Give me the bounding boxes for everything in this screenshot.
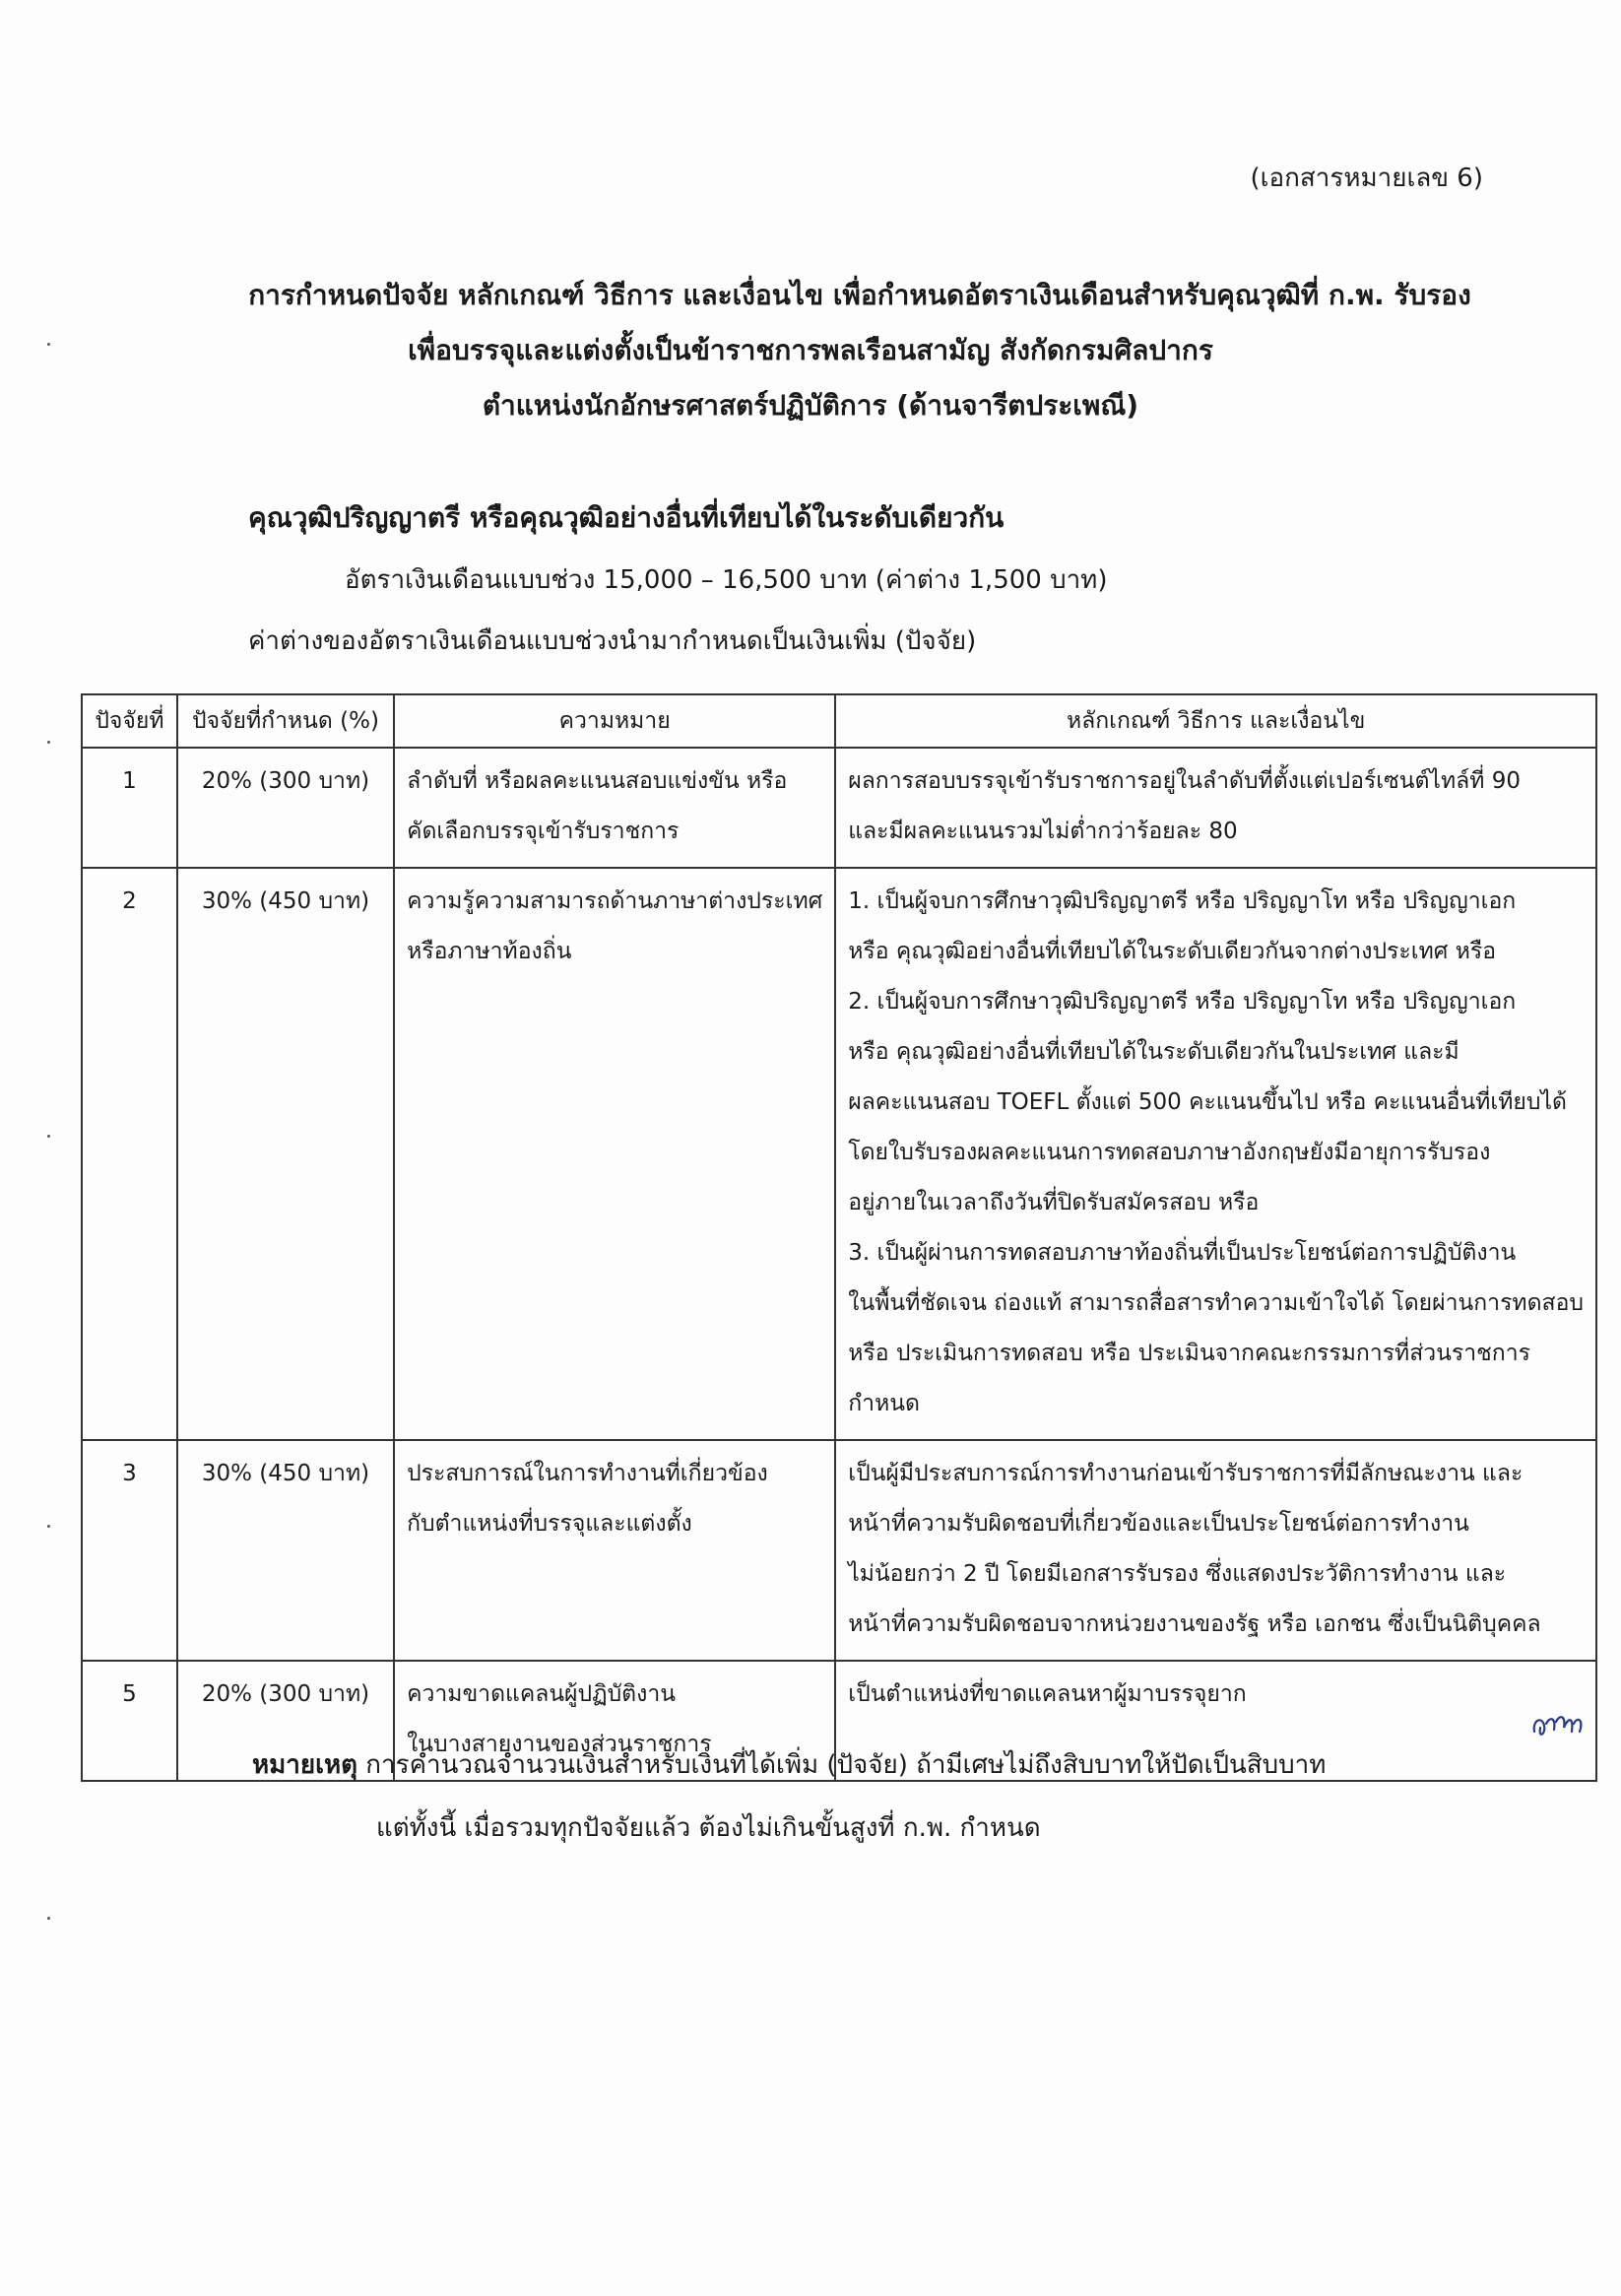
meaning-line: กับตำแหน่งที่บรรจุและแต่งตั้ง: [407, 1511, 692, 1537]
factor-number-cell: 1: [82, 748, 177, 868]
criteria-line: หรือ คุณวุฒิอย่างอื่นที่เทียบได้ในระดับเดียวกันในประเทศ และมี: [848, 1039, 1459, 1065]
meaning-cell: [394, 868, 835, 1440]
criteria-line: 3. เป็นผู้ผ่านการทดสอบภาษาท้องถิ่นที่เป็นประโยชน์ต่อการปฏิบัติงาน: [848, 1240, 1517, 1266]
margin-mark: [47, 741, 50, 744]
header-criteria: หลักเกณฑ์ วิธีการ และเงื่อนไข: [835, 694, 1596, 748]
criteria-cell: [835, 868, 1596, 1440]
criteria-line: ไม่น้อยกว่า 2 ปี โดยมีเอกสารรับรอง ซึ่งแสดงประวัติการทำงาน และ: [848, 1561, 1507, 1587]
criteria-line: ผลการสอบบรรจุเข้ารับราชการอยู่ในลำดับที่ตั้งแต่เปอร์เซนต์ไทล์ที่ 90: [848, 768, 1521, 794]
meaning-line: ประสบการณ์ในการทำงานที่เกี่ยวข้อง: [407, 1461, 768, 1486]
criteria-line: หรือ คุณวุฒิอย่างอื่นที่เทียบได้ในระดับเดียวกันจากต่างประเทศ หรือ: [848, 939, 1497, 964]
factor-amount-cell: 30% (450 บาท): [177, 868, 394, 1440]
criteria-line: ในพื้นที่ชัดเจน ถ่องแท้ สามารถสื่อสารทำความเข้าใจได้ โดยผ่านการทดสอบ: [848, 1290, 1584, 1316]
margin-mark: [47, 343, 50, 346]
remark-label: หมายเหตุ: [252, 1750, 358, 1780]
criteria-line: และมีผลคะแนนรวมไม่ต่ำกว่าร้อยละ 80: [848, 819, 1238, 844]
factor-number-cell: 2: [82, 868, 177, 1440]
title-line: การกำหนดปัจจัย หลักเกณฑ์ วิธีการ และเงื่อนไข เพื่อกำหนดอัตราเงินเดือนสำหรับคุณวุฒิที่ ก.พ. รับรอง: [248, 279, 1471, 311]
criteria-line: ผลคะแนนสอบ TOEFL ตั้งแต่ 500 คะแนนขึ้นไป หรือ คะแนนอื่นที่เทียบได้: [848, 1089, 1567, 1115]
table-row: [82, 748, 1596, 868]
factor-amount-cell: 30% (450 บาท): [177, 1440, 394, 1661]
table-row: [82, 868, 1596, 1440]
remark: [252, 1734, 1326, 1860]
document-number: (เอกสารหมายเลข 6): [1250, 164, 1483, 193]
remark-line-1: [252, 1734, 1326, 1797]
meaning-line: หรือภาษาท้องถิ่น: [407, 939, 572, 964]
meaning-cell: [394, 748, 835, 868]
criteria-line: หน้าที่ความรับผิดชอบที่เกี่ยวข้องและเป็นประโยชน์ต่อการทำงาน: [848, 1511, 1469, 1537]
criteria-line: อยู่ภายในเวลาถึงวันที่ปิดรับสมัครสอบ หรือ: [848, 1190, 1260, 1215]
meaning-line: ลำดับที่ หรือผลคะแนนสอบแข่งขัน หรือ: [407, 768, 788, 794]
table-row: [82, 1440, 1596, 1661]
criteria-line: หรือ ประเมินการทดสอบ หรือ ประเมินจากคณะกรรมการที่ส่วนราชการ: [848, 1341, 1530, 1366]
factor-amount-cell: 20% (300 บาท): [177, 748, 394, 868]
difference-note: ค่าต่างของอัตราเงินเดือนแบบช่วงนำมากำหนดเป็นเงินเพิ่ม (ปัจจัย): [248, 626, 977, 656]
factor-amount-cell: 20% (300 บาท): [177, 1661, 394, 1781]
criteria-line: เป็นผู้มีประสบการณ์การทำงานก่อนเข้ารับราชการที่มีลักษณะงาน และ: [848, 1461, 1524, 1486]
title-line: ตำแหน่งนักอักษรศาสตร์ปฏิบัติการ (ด้านจารีตประเพณี): [482, 389, 1139, 422]
factors-table: [81, 693, 1597, 1782]
criteria-line: เป็นตำแหน่งที่ขาดแคลนหาผู้มาบรรจุยาก: [848, 1681, 1247, 1707]
salary-range: อัตราเงินเดือนแบบช่วง 15,000 – 16,500 บาท (ค่าต่าง 1,500 บาท): [345, 565, 1108, 595]
criteria-line: หน้าที่ความรับผิดชอบจากหน่วยงานของรัฐ หรือ เอกชน ซึ่งเป็นนิติบุคคล: [848, 1611, 1541, 1637]
meaning-cell: [394, 1440, 835, 1661]
header-meaning: ความหมาย: [394, 694, 835, 748]
criteria-line: 2. เป็นผู้จบการศึกษาวุฒิปริญญาตรี หรือ ปริญญาโท หรือ ปริญญาเอก: [848, 989, 1517, 1015]
criteria-line: กำหนด: [848, 1391, 920, 1416]
qualification-heading: คุณวุฒิปริญญาตรี หรือคุณวุฒิอย่างอื่นที่เทียบได้ในระดับเดียวกัน: [248, 501, 1005, 534]
criteria-line: 1. เป็นผู้จบการศึกษาวุฒิปริญญาตรี หรือ ปริญญาโท หรือ ปริญญาเอก: [848, 888, 1517, 914]
criteria-line: โดยใบรับรองผลคะแนนการทดสอบภาษาอังกฤษยังมีอายุการรับรอง: [848, 1140, 1491, 1165]
criteria-cell: [835, 1440, 1596, 1661]
meaning-line: ในบางสายงานของส่วนราชการ: [407, 1732, 712, 1757]
meaning-line: ความรู้ความสามารถด้านภาษาต่างประเทศ: [407, 888, 823, 914]
title-line: เพื่อบรรจุและแต่งตั้งเป็นข้าราชการพลเรือนสามัญ สังกัดกรมศิลปากร: [408, 334, 1213, 366]
factor-number-cell: 3: [82, 1440, 177, 1661]
meaning-line: ความขาดแคลนผู้ปฏิบัติงาน: [407, 1681, 676, 1707]
margin-mark: [47, 1917, 50, 1920]
meaning-line: คัดเลือกบรรจุเข้ารับราชการ: [407, 819, 680, 844]
remark-text: การคำนวณจำนวนเงินสำหรับเงินที่ได้เพิ่ม (ปัจจัย) ถ้ามีเศษไม่ถึงสิบบาทให้ปัดเป็นสิบบาท: [365, 1750, 1327, 1780]
handwritten-signature: [1528, 1702, 1588, 1745]
header-factor-no: ปัจจัยที่: [82, 694, 177, 748]
header-factor-amount: ปัจจัยที่กำหนด (%): [177, 694, 394, 748]
factor-number-cell: 5: [82, 1661, 177, 1781]
margin-mark: [47, 1135, 50, 1138]
remark-line-2: แต่ทั้งนี้ เมื่อรวมทุกปัจจัยแล้ว ต้องไม่เกินขั้นสูงที่ ก.พ. กำหนด: [376, 1813, 1041, 1843]
table-header-row: [82, 694, 1596, 748]
document-title: [0, 268, 1621, 433]
margin-mark: [47, 1525, 50, 1528]
criteria-cell: [835, 748, 1596, 868]
